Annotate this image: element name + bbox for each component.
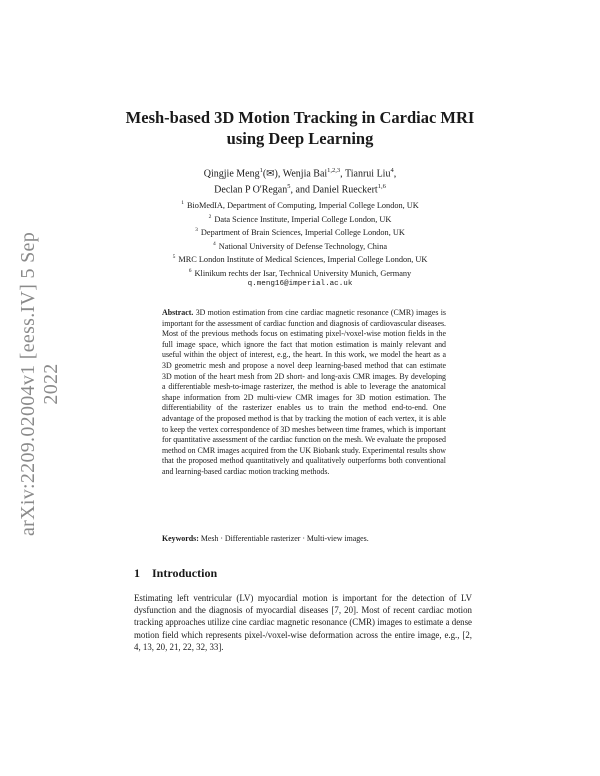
affiliation-item [100,266,500,280]
affiliation-text: BioMedIA, Department of Computing, Imperial College London, UK [186,200,419,210]
author-affil-sup: 1,6 [377,182,386,190]
intro-paragraph: Estimating left ventricular (LV) myocardial motion is important for the detection of LV dysfunction and the diagnosis of myocardial diseases [7, 20]. Most of recent cardiac motion tracking approaches utilize cine cardiac magnetic resonance (CMR) images to estimate a dense motion field which represents pixel-/voxel-wise deformation across the entire image, e.g., [2, 4, 13, 20, 21, 22, 32, 33]. [134,593,472,652]
affiliation-item [100,225,500,239]
section-heading [134,566,474,581]
affiliation-number: 5 [172,254,176,261]
affiliation-number: 4 [212,240,216,247]
author-name: , Tianrui Liu [340,168,391,180]
affiliation-list [100,198,500,290]
author-list [100,165,500,197]
abstract-label: Abstract. [162,308,194,317]
affiliation-number: 2 [208,213,212,220]
author-affil-sup: 5 [287,182,291,190]
affiliation-item [100,212,500,226]
affiliation-text: Department of Brain Sciences, Imperial College London, UK [200,227,405,237]
author-name: , and Daniel Rueckert [290,184,378,196]
author-name: Declan P O'Regan [214,184,288,196]
affiliation-item [100,252,500,266]
author-affil-sup: 4 [390,167,394,174]
keywords-label: Keywords: [162,534,199,543]
keywords-text: Mesh · Differentiable rasterizer · Multi-view images. [200,534,369,543]
affiliation-text: Klinikum rechts der Isar, Technical University Munich, Germany [194,268,412,278]
section-title: Introduction [152,566,218,580]
title-line-1: Mesh-based 3D Motion Tracking in Cardiac MRI [125,108,475,127]
abstract [162,308,446,478]
author-affil-sup: 1,2,3 [327,167,341,174]
abstract-text: 3D motion estimation from cine cardiac magnetic resonance (CMR) images is important for the assessment of cardiac function and diagnosis of cardiovascular diseases. Most of the previous methods focus on estimating pixel-/voxel-wise motion fields in the full image space, which ignore the fact that motion estimation is mainly relevant and useful within the object of interest, e.g., the heart. In this work, we model the heart as a 3D geometric mesh and propose a novel deep learning-based method that can estimate 3D motion of the heart mesh from 2D short- and long-axis CMR images. By developing a differentiable mesh-to-image rasterizer, the method is able to leverage the anatomical shape information from 2D multi-view CMR images for 3D motion estimation. The differentiability of the rasterizer enables us to train the method end-to-end. One advantage of the proposed method is that by tracking the motion of each vertex, it is able to keep the vertex correspondence of 3D meshes between time frames, which is important for quantitative assessment of the cardiac function on the mesh. We evaluate the proposed method on CMR images acquired from the UK Biobank study. Experimental results show that the proposed method quantitatively and qualitatively outperforms both conventional and learning-based cardiac motion tracking methods. [162,308,446,476]
author-line-2 [100,181,500,197]
author-name: , Wenjia Bai [277,168,328,180]
affiliation-number: 6 [188,267,192,274]
author-line-1: Qingjie Meng$^1$(✉), Wenjia Bai$^{1,2,3}$, Tianrui Liu$^4$, [203,167,397,180]
paper-title [100,107,500,149]
contact-email: q.meng16@imperial.ac.uk [247,280,353,289]
section-number: 1 [134,566,140,580]
envelope-icon: (✉) [262,168,278,180]
affiliation-number: 1 [181,200,184,206]
keywords [162,534,446,545]
author-affil-sup: 1 [259,167,263,174]
affiliation-text: National University of Defense Technology, China [218,241,388,251]
title-line-2: using Deep Learning [226,129,374,148]
affiliation-item [100,239,500,253]
affiliation-text: Data Science Institute, Imperial College London, UK [214,214,392,224]
affiliation-number: 3 [195,227,198,234]
author-name: Qingjie Meng [203,168,260,180]
affiliation-item [100,198,500,212]
affiliation-text: MRC London Institute of Medical Sciences, Imperial College London, UK [178,255,428,265]
arxiv-identifier: arXiv:2209.02004v1 [eess.IV] 5 Sep 2022 [17,231,62,537]
